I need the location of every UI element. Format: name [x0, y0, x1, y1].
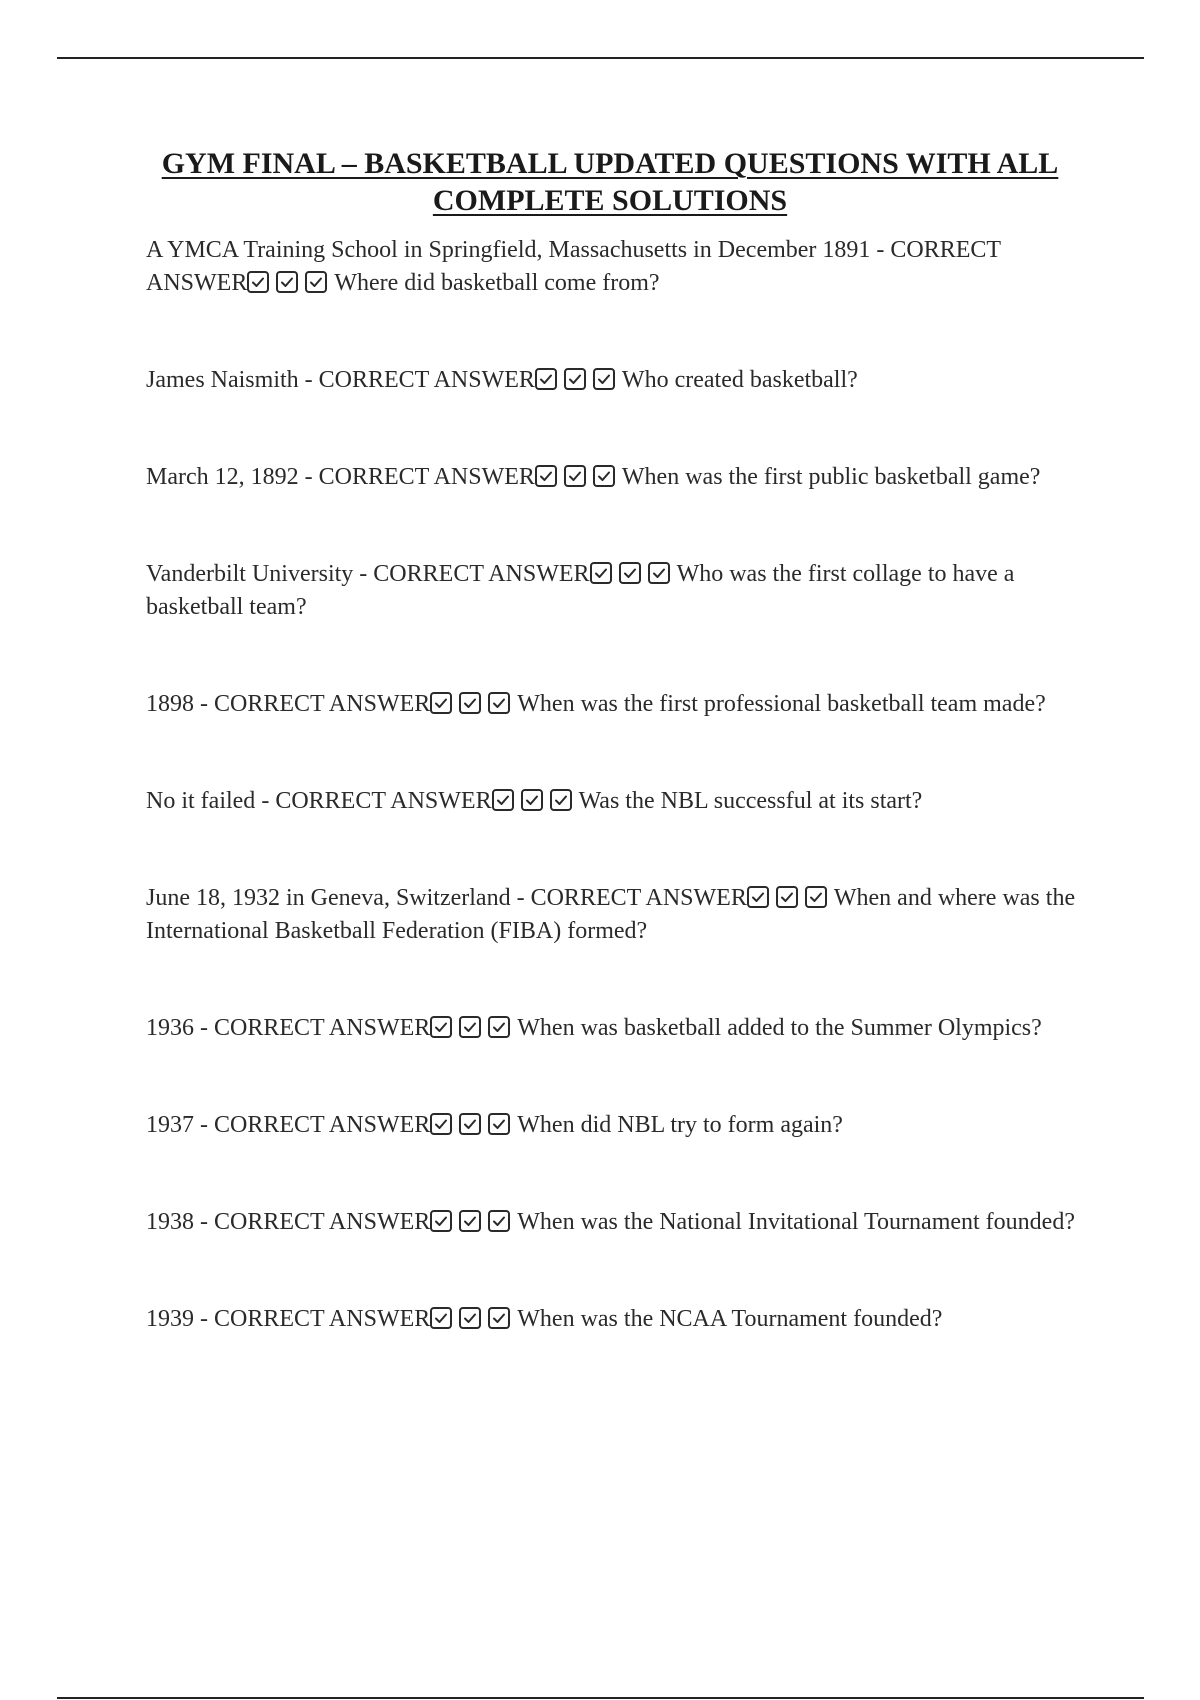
- checkbox-checked-icon: [430, 1210, 452, 1232]
- qa-entry: [146, 1206, 1076, 1239]
- qa-entry: [146, 234, 1076, 300]
- document-title: GYM FINAL – BASKETBALL UPDATED QUESTIONS WITH ALL COMPLETE SOLUTIONS: [161, 147, 1059, 217]
- answer-text: Vanderbilt University: [146, 561, 354, 587]
- correct-answer-label: CORRECT ANSWER: [530, 885, 747, 911]
- qa-entry: [146, 688, 1076, 721]
- question-text: When was basketball added to the Summer Olympics?: [517, 1015, 1042, 1041]
- separator: -: [870, 237, 891, 263]
- qa-list: [146, 234, 1076, 1400]
- checkbox-checked-icon: [564, 465, 586, 487]
- checkbox-checked-icon: [430, 1307, 452, 1329]
- question-text: Where did basketball come from?: [334, 270, 660, 296]
- checkbox-checked-icon: [593, 368, 615, 390]
- question-text: When did NBL try to form again?: [517, 1112, 843, 1138]
- qa-entry: [146, 364, 1076, 397]
- answer-text: 1938: [146, 1209, 194, 1235]
- checkbox-checked-icon: [593, 465, 615, 487]
- checkbox-checked-icon: [776, 886, 798, 908]
- answer-text: A YMCA Training School in Springfield, Massachusetts in December 1891: [146, 237, 871, 263]
- correct-answer-label: CORRECT ANSWER: [214, 691, 431, 717]
- header-rule: [57, 57, 1144, 59]
- checkbox-checked-icon: [459, 1113, 481, 1135]
- checkbox-checked-icon: [488, 1113, 510, 1135]
- checkbox-checked-icon: [535, 465, 557, 487]
- checkbox-checked-icon: [459, 1210, 481, 1232]
- answer-text: June 18, 1932 in Geneva, Switzerland: [146, 885, 511, 911]
- answer-text: 1939: [146, 1306, 194, 1332]
- separator: -: [298, 464, 319, 490]
- separator: -: [510, 885, 531, 911]
- answer-text: 1898: [146, 691, 194, 717]
- checkbox-checked-icon: [619, 562, 641, 584]
- checkbox-checked-icon: [488, 1016, 510, 1038]
- qa-entry: [146, 1303, 1076, 1336]
- separator: -: [353, 561, 374, 587]
- question-text: When was the NCAA Tournament founded?: [517, 1306, 943, 1332]
- answer-text: James Naismith: [146, 367, 299, 393]
- question-text: When was the National Invitational Tournament founded?: [517, 1209, 1075, 1235]
- checkbox-checked-icon: [459, 692, 481, 714]
- checkbox-checked-icon: [276, 271, 298, 293]
- qa-entry: [146, 1012, 1076, 1045]
- qa-entry: [146, 882, 1076, 948]
- separator: -: [255, 788, 276, 814]
- question-text: Who created basketball?: [621, 367, 858, 393]
- footer-rule: [57, 1697, 1144, 1699]
- checkbox-checked-icon: [492, 789, 514, 811]
- correct-answer-label: CORRECT ANSWER: [275, 788, 492, 814]
- correct-answer-label: CORRECT ANSWER: [318, 367, 535, 393]
- question-text: When was the first professional basketball team made?: [517, 691, 1046, 717]
- separator: -: [194, 1306, 214, 1332]
- checkbox-checked-icon: [430, 692, 452, 714]
- separator: -: [194, 1209, 214, 1235]
- question-text: Was the NBL successful at its start?: [578, 788, 923, 814]
- correct-answer-label: CORRECT ANSWER: [146, 237, 1001, 296]
- qa-entry: [146, 558, 1076, 624]
- checkbox-checked-icon: [430, 1113, 452, 1135]
- question-text: When was the first public basketball game?: [621, 464, 1041, 490]
- question-text: Who was the first collage to have a basketball team?: [146, 561, 1015, 620]
- answer-text: March 12, 1892: [146, 464, 299, 490]
- separator: -: [194, 1112, 214, 1138]
- separator: -: [194, 691, 214, 717]
- checkbox-checked-icon: [521, 789, 543, 811]
- checkbox-checked-icon: [488, 692, 510, 714]
- correct-answer-label: CORRECT ANSWER: [373, 561, 590, 587]
- answer-text: 1937: [146, 1112, 194, 1138]
- question-text: When and where was the International Basketball Federation (FIBA) formed?: [146, 885, 1076, 944]
- answer-text: No it failed: [146, 788, 256, 814]
- checkbox-checked-icon: [550, 789, 572, 811]
- checkbox-checked-icon: [747, 886, 769, 908]
- correct-answer-label: CORRECT ANSWER: [214, 1015, 431, 1041]
- correct-answer-label: CORRECT ANSWER: [214, 1209, 431, 1235]
- checkbox-checked-icon: [459, 1016, 481, 1038]
- checkbox-checked-icon: [430, 1016, 452, 1038]
- checkbox-checked-icon: [488, 1307, 510, 1329]
- checkbox-checked-icon: [535, 368, 557, 390]
- correct-answer-label: CORRECT ANSWER: [214, 1306, 431, 1332]
- qa-entry: [146, 461, 1076, 494]
- correct-answer-label: CORRECT ANSWER: [214, 1112, 431, 1138]
- checkbox-checked-icon: [488, 1210, 510, 1232]
- answer-text: 1936: [146, 1015, 194, 1041]
- checkbox-checked-icon: [305, 271, 327, 293]
- checkbox-checked-icon: [648, 562, 670, 584]
- checkbox-checked-icon: [590, 562, 612, 584]
- checkbox-checked-icon: [805, 886, 827, 908]
- qa-entry: [146, 1109, 1076, 1142]
- correct-answer-label: CORRECT ANSWER: [318, 464, 535, 490]
- checkbox-checked-icon: [564, 368, 586, 390]
- checkbox-checked-icon: [459, 1307, 481, 1329]
- checkbox-checked-icon: [247, 271, 269, 293]
- separator: -: [298, 367, 319, 393]
- separator: -: [194, 1015, 214, 1041]
- qa-entry: [146, 785, 1076, 818]
